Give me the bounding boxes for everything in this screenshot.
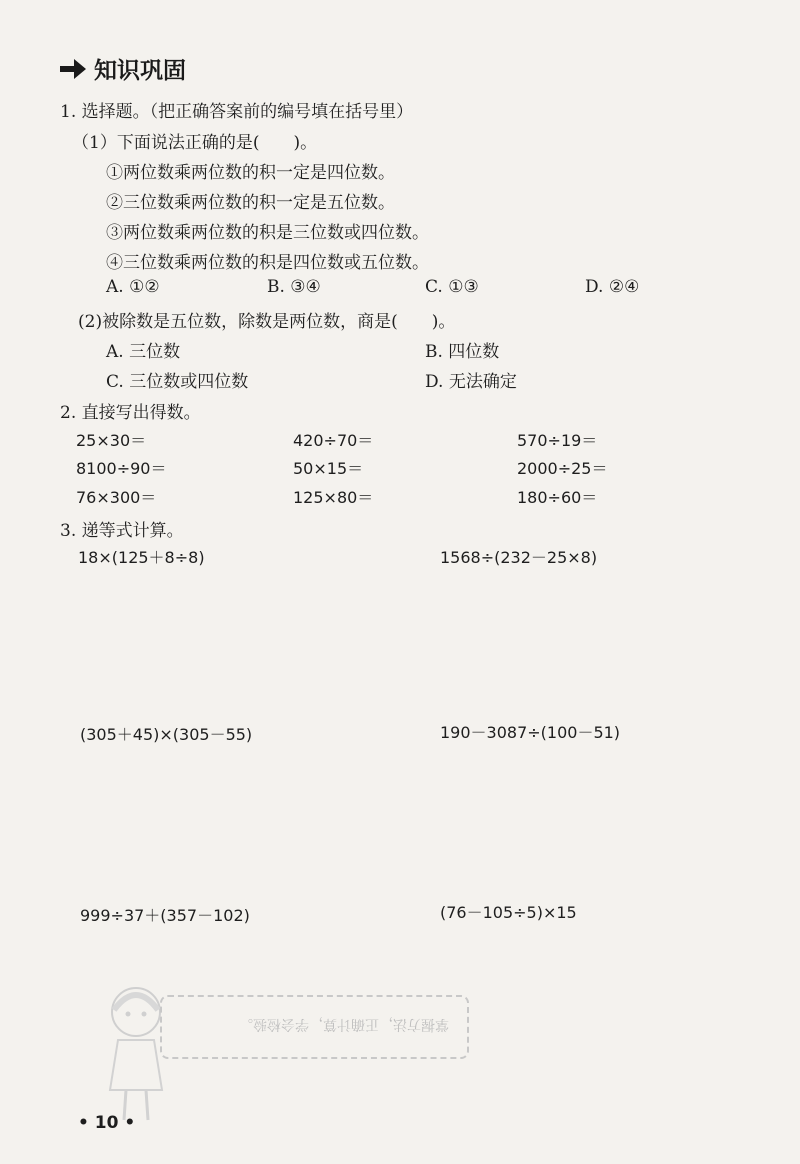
step-calc-6: (76－105÷5)×15	[440, 903, 577, 922]
mental-item-5: 50×15＝	[293, 459, 364, 478]
q1-p2-option-a: A. 三位数	[106, 342, 181, 362]
q1-p1-option-c: C. ①③	[425, 277, 479, 297]
q1-p1-option-d: D. ②④	[585, 277, 640, 297]
step-calc-1: 18×(125＋8÷8)	[78, 548, 205, 567]
q1-p1-option-a: A. ①②	[106, 277, 160, 297]
statement-4: ④三位数乘两位数的积是四位数或五位数。	[106, 253, 429, 273]
q3-title: 3. 递等式计算。	[60, 521, 184, 541]
q1-p2-option-d: D. 无法确定	[425, 372, 517, 392]
q1-p1-stem: （1）下面说法正确的是( )。	[72, 133, 318, 153]
step-calc-4: 190－3087÷(100－51)	[440, 723, 621, 742]
mental-item-4: 8100÷90＝	[76, 459, 167, 478]
mental-item-6: 2000÷25＝	[517, 459, 608, 478]
statement-1: ①两位数乘两位数的积一定是四位数。	[106, 163, 395, 183]
mental-item-7: 76×300＝	[76, 488, 157, 507]
q1-p2-stem: (2)被除数是五位数，除数是两位数，商是( )。	[78, 312, 456, 332]
step-calc-3: (305＋45)×(305－55)	[80, 725, 253, 744]
q1-p1-option-b: B. ③④	[267, 277, 321, 297]
q1-p2-option-b: B. 四位数	[425, 342, 500, 362]
statement-2: ②三位数乘两位数的积一定是五位数。	[106, 193, 395, 213]
q1-title: 1. 选择题。（把正确答案前的编号填在括号里）	[60, 102, 414, 122]
mental-item-3: 570÷19＝	[517, 431, 598, 450]
statement-3: ③两位数乘两位数的积是三位数或四位数。	[106, 223, 429, 243]
mental-item-2: 420÷70＝	[293, 431, 374, 450]
section-title: 知识巩固	[94, 58, 186, 84]
mental-item-8: 125×80＝	[293, 488, 374, 507]
section-header	[58, 52, 186, 85]
step-calc-5: 999÷37＋(357－102)	[80, 906, 250, 925]
mental-item-1: 25×30＝	[76, 431, 147, 450]
right-arrow-icon	[58, 55, 88, 83]
motto-box	[160, 995, 469, 1059]
motto-text: 掌握方法，正确计算，学会检验。	[239, 1016, 449, 1032]
q2-title: 2. 直接写出得数。	[60, 403, 201, 423]
step-calc-2: 1568÷(232－25×8)	[440, 548, 598, 567]
mental-item-9: 180÷60＝	[517, 488, 598, 507]
page-number: • 10 •	[78, 1113, 136, 1133]
q1-p2-option-c: C. 三位数或四位数	[106, 372, 249, 392]
